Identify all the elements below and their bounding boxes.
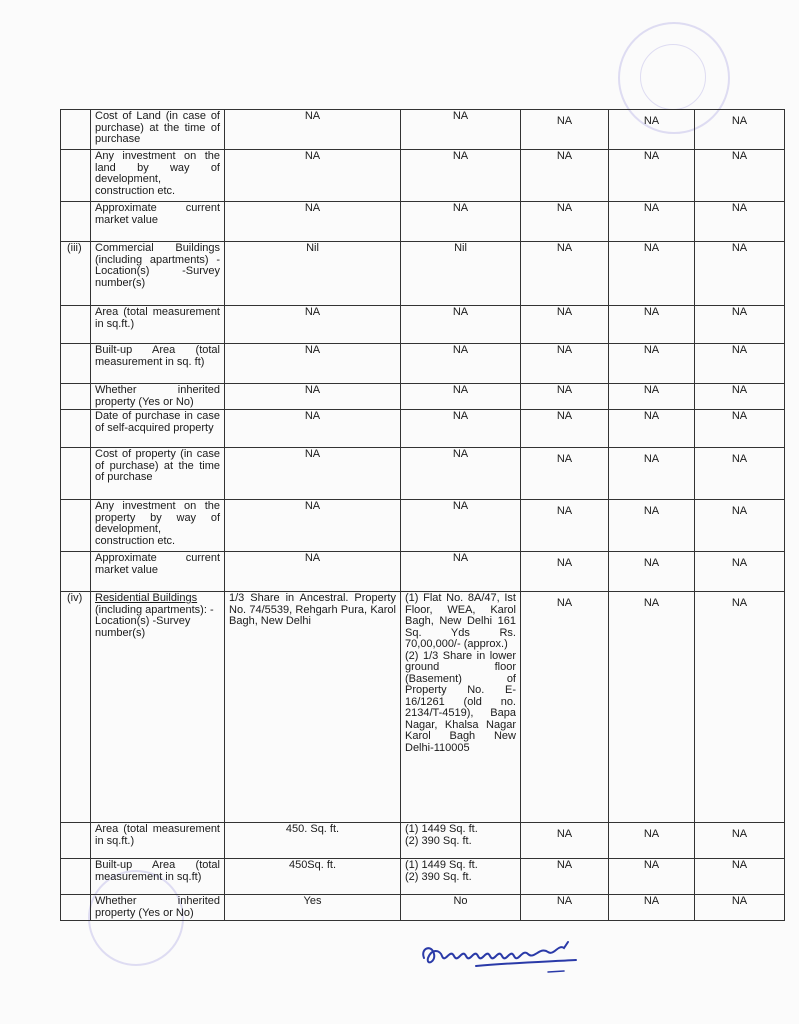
description-cell: Area (total measurement in sq.ft.) (91, 823, 225, 859)
table-row (61, 500, 785, 552)
value-cell: NA (695, 823, 785, 859)
value-cell: NA (695, 448, 785, 500)
value-cell: NA (521, 410, 609, 448)
value-cell: NA (401, 410, 521, 448)
value-cell: NA (225, 500, 401, 552)
value-cell: NA (609, 552, 695, 592)
serial-cell (61, 895, 91, 921)
serial-cell (61, 384, 91, 410)
value-cell: NA (225, 202, 401, 242)
table-row (61, 150, 785, 202)
value-cell: NA (695, 552, 785, 592)
value-cell: NA (225, 410, 401, 448)
value-cell (401, 592, 521, 823)
serial-cell (61, 448, 91, 500)
value-cell: NA (609, 110, 695, 150)
serial-cell (61, 500, 91, 552)
value-cell: NA (695, 110, 785, 150)
value-cell: NA (521, 202, 609, 242)
value-cell: NA (695, 306, 785, 344)
value-cell: NA (609, 202, 695, 242)
value-cell: No (401, 895, 521, 921)
serial-cell (61, 410, 91, 448)
table-row (61, 306, 785, 344)
area-entry-2: (2) 390 Sq. ft. (405, 834, 472, 847)
table-row (61, 202, 785, 242)
table-row (61, 895, 785, 921)
value-cell: NA (225, 552, 401, 592)
value-cell: NA (225, 384, 401, 410)
value-cell: NA (401, 150, 521, 202)
value-cell: Nil (225, 242, 401, 306)
value-cell: NA (521, 110, 609, 150)
table-row (61, 110, 785, 150)
description-cell (91, 592, 225, 823)
description-cell: Cost of property (in case of purchase) at the time of purchase (91, 448, 225, 500)
value-cell: NA (521, 592, 609, 823)
value-cell: NA (521, 859, 609, 895)
signature-image (418, 936, 588, 978)
value-cell: NA (401, 500, 521, 552)
value-cell (401, 823, 521, 859)
serial-cell (61, 150, 91, 202)
value-cell: NA (695, 859, 785, 895)
value-cell: NA (609, 344, 695, 384)
table-row (61, 344, 785, 384)
description-cell: Cost of Land (in case of purchase) at the time of purchase (91, 110, 225, 150)
table-row (61, 552, 785, 592)
value-cell: NA (609, 859, 695, 895)
description-cell: Built-up Area (total measurement in sq.ft) (91, 859, 225, 895)
value-cell: NA (609, 384, 695, 410)
value-cell: NA (401, 448, 521, 500)
table-row (61, 448, 785, 500)
value-cell: NA (609, 823, 695, 859)
value-cell: NA (695, 895, 785, 921)
value-cell: NA (695, 202, 785, 242)
value-cell: NA (521, 448, 609, 500)
value-cell: NA (401, 344, 521, 384)
value-cell: NA (609, 500, 695, 552)
value-cell: 1/3 Share in Ancestral. Property No. 74/5539, Rehgarh Pura, Karol Bagh, New Delhi (225, 592, 401, 823)
area-entry-1: (1) 1449 Sq. ft. (405, 823, 478, 835)
value-cell: NA (695, 150, 785, 202)
description-cell: Area (total measurement in sq.ft.) (91, 306, 225, 344)
serial-cell (61, 110, 91, 150)
property-entry-2: (2) 1/3 Share in lower ground floor (Basement) of Property No. E-16/1261 (old no. 2134/T-4519), Bapa Nagar, Khalsa Nagar Karol Bagh New Delhi-110005 (405, 649, 516, 754)
section-detail: (including apartments): -Location(s) -Survey number(s) (95, 603, 214, 639)
description-cell: Commercial Buildings (including apartments) -Location(s) -Survey number(s) (91, 242, 225, 306)
value-cell: NA (695, 592, 785, 823)
value-cell: Nil (401, 242, 521, 306)
built-area-entry-2: (2) 390 Sq. ft. (405, 870, 472, 883)
table-row (61, 859, 785, 895)
serial-cell (61, 859, 91, 895)
value-cell: NA (609, 448, 695, 500)
serial-cell (61, 552, 91, 592)
description-cell: Whether inherited property (Yes or No) (91, 384, 225, 410)
serial-cell (61, 202, 91, 242)
official-seal-top-inner (640, 44, 706, 110)
description-cell: Approximate current market value (91, 202, 225, 242)
value-cell: NA (521, 384, 609, 410)
value-cell: NA (401, 202, 521, 242)
value-cell: NA (695, 344, 785, 384)
value-cell: NA (225, 110, 401, 150)
description-cell: Date of purchase in case of self-acquired property (91, 410, 225, 448)
value-cell: NA (225, 344, 401, 384)
value-cell (401, 859, 521, 895)
value-cell: NA (695, 242, 785, 306)
serial-cell (61, 823, 91, 859)
description-cell: Approximate current market value (91, 552, 225, 592)
value-cell: NA (521, 823, 609, 859)
value-cell: NA (521, 552, 609, 592)
property-entry-1: (1) Flat No. 8A/47, Ist Floor, WEA, Karol Bagh, New Delhi 161 Sq. Yds Rs. 70,00,000/- (approx.) (405, 592, 516, 650)
value-cell: NA (609, 306, 695, 344)
value-cell: NA (521, 895, 609, 921)
value-cell: 450. Sq. ft. (225, 823, 401, 859)
table-row (61, 242, 785, 306)
value-cell: NA (401, 306, 521, 344)
value-cell: NA (521, 150, 609, 202)
value-cell: NA (401, 110, 521, 150)
assets-table (60, 109, 785, 921)
section-title: Residential Buildings (95, 592, 198, 604)
table-row (61, 410, 785, 448)
built-area-entry-1: (1) 1449 Sq. ft. (405, 859, 478, 871)
value-cell: NA (521, 344, 609, 384)
value-cell: NA (521, 242, 609, 306)
value-cell: NA (225, 448, 401, 500)
value-cell: NA (609, 242, 695, 306)
value-cell: NA (225, 150, 401, 202)
table-row (61, 823, 785, 859)
serial-cell (61, 306, 91, 344)
value-cell: 450Sq. ft. (225, 859, 401, 895)
description-cell: Built-up Area (total measurement in sq. ft) (91, 344, 225, 384)
value-cell: Yes (225, 895, 401, 921)
value-cell: NA (695, 500, 785, 552)
description-cell: Any investment on the land by way of development, construction etc. (91, 150, 225, 202)
value-cell: NA (609, 592, 695, 823)
serial-cell: (iii) (61, 242, 91, 306)
table-row (61, 384, 785, 410)
description-cell: Whether inherited property (Yes or No) (91, 895, 225, 921)
value-cell: NA (609, 150, 695, 202)
value-cell: NA (695, 384, 785, 410)
description-cell: Any investment on the property by way of development, construction etc. (91, 500, 225, 552)
serial-cell (61, 344, 91, 384)
value-cell: NA (225, 306, 401, 344)
serial-cell: (iv) (61, 592, 91, 823)
value-cell: NA (401, 384, 521, 410)
value-cell: NA (521, 500, 609, 552)
value-cell: NA (521, 306, 609, 344)
value-cell: NA (609, 410, 695, 448)
value-cell: NA (401, 552, 521, 592)
table-row (61, 592, 785, 823)
value-cell: NA (609, 895, 695, 921)
value-cell: NA (695, 410, 785, 448)
